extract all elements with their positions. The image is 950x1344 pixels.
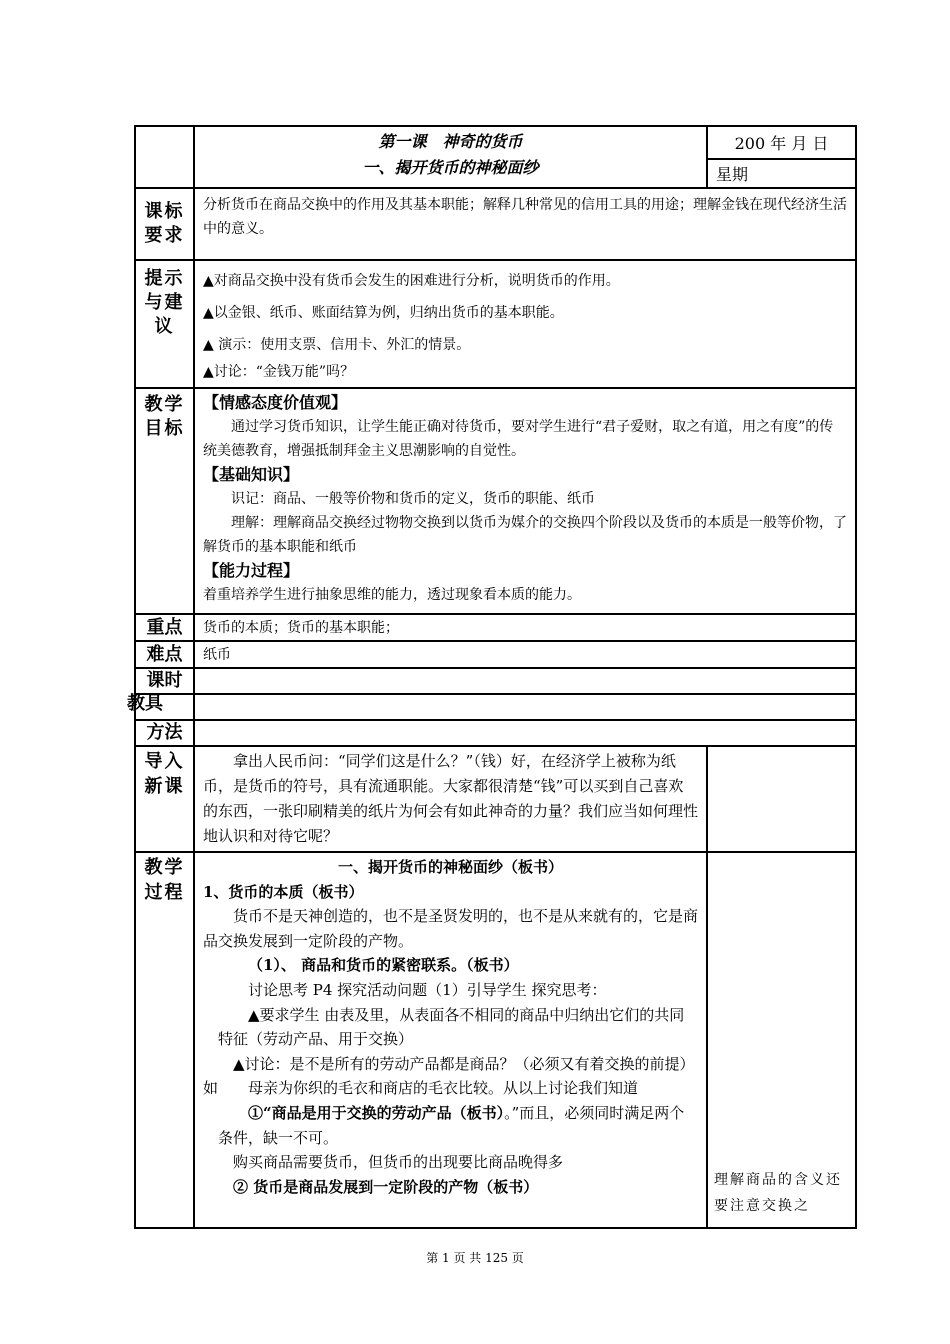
method-text (194, 720, 856, 746)
tips-label: 提示与建议 (135, 260, 194, 388)
point-rest: 。”而且，必须同时满足两个条件，缺一不可。 (218, 1103, 685, 1147)
ability-text: 着重培养学生进行抽象思维的能力，透过现象看本质的能力。 (203, 587, 581, 603)
hours-label: 课时 (135, 668, 194, 694)
process-paragraph: 购买商品需要货币，但货币的出现要比商品晚得多 (233, 1153, 564, 1172)
process-paragraph: ▲要求学生 由表及里，从表面各不相同的商品中归纳出它们的共同特征（劳动产品、用于交换） (218, 1005, 685, 1049)
knowledge-heading: 【基础知识】 (203, 465, 300, 484)
process-point: ② 货币是商品发展到一定阶段的产物（板书） (233, 1177, 539, 1196)
title-line-1: 第一课 神奇的货币 (378, 132, 523, 151)
goals-label: 教学目标 (135, 388, 194, 614)
key-points-label: 重点 (135, 614, 194, 641)
section-heading: 1、货币的本质（板书） (203, 882, 364, 901)
subsection-heading: （1）、 商品和货币的紧密联系。（板书） (248, 956, 519, 975)
standard-label: 课标要求 (135, 188, 194, 260)
tips-list (194, 260, 856, 388)
process-content (194, 852, 707, 1228)
emotion-text: 通过学习货币知识，让学生能正确对待货币，要对学生进行“君子爱财，取之有道，用之有度”的传统美德教育，增强抵制拜金主义思潮影响的自觉性。 (203, 419, 834, 459)
process-paragraph: 货币不是天神创造的，也不是圣贤发明的，也不是从来就有的，它是商品交换发展到一定阶段的产物。 (203, 907, 699, 950)
weekday-cell: 星期 (707, 159, 856, 188)
side-note: 理解商品的含义还要注意交换之 (707, 852, 856, 1228)
goals-content (194, 388, 856, 614)
lesson-title (194, 126, 707, 188)
intro-note-cell (707, 746, 856, 852)
intro-text: 拿出人民币问：“同学们这是什么？”（钱）好，在经济学上被称为纸币，是货币的符号，具有流通职能。大家都很清楚“钱”可以买到自己喜欢的东西，一张印刷精美的纸片为何会有如此神奇的力量？我们应当如何理性地认识和对待它呢？ (194, 746, 707, 852)
process-paragraph: ▲讨论：是不是所有的劳动产品都是商品？（必须又有着交换的前提）如 母亲为你织的毛衣和商店的毛衣比较。从以上讨论我们知道 (203, 1054, 695, 1098)
hours-text (194, 668, 856, 694)
tip-item: ▲ 演示：使用支票、信用卡、外汇的情景。 (203, 337, 471, 353)
point-bold: ①“商品是用于交换的劳动产品（板书） (248, 1103, 505, 1122)
difficulty-label: 难点 (135, 641, 194, 668)
title-line-2: 一、揭开货币的神秘面纱 (362, 158, 539, 177)
difficulty-text: 纸币 (194, 641, 856, 668)
key-points-text: 货币的本质；货币的基本职能； (194, 614, 856, 641)
board-title: 一、揭开货币的神秘面纱（板书） (338, 858, 564, 876)
standard-text: 分析货币在商品交换中的作用及其基本职能；解释几种常见的信用工具的用途；理解金钱在现代经济生活中的意义。 (194, 188, 856, 260)
process-point (203, 1101, 698, 1150)
knowledge-item-2: 理解：理解商品交换经过物物交换到以货币为媒介的交换四个阶段以及货币的本质是一般等价物，了解货币的基本职能和纸币 (203, 515, 847, 555)
tools-text (194, 694, 856, 720)
process-paragraph: 讨论思考 P4 探究活动问题（1）引导学生 探究思考： (248, 980, 607, 999)
tip-item: ▲讨论：“金钱万能”吗？ (203, 364, 355, 380)
knowledge-item-1: 识记：商品、一般等价物和货币的定义，货币的职能、纸币 (231, 491, 595, 507)
intro-label: 导入新课 (135, 746, 194, 852)
header-blank-cell (135, 126, 194, 188)
page-footer: 第 1 页 共 125 页 (426, 1251, 524, 1265)
lesson-plan-table (134, 125, 857, 1229)
date-cell: 200 年 月 日 (707, 126, 856, 159)
emotion-heading: 【情感态度价值观】 (203, 393, 348, 412)
process-label: 教学过程 (135, 852, 194, 1228)
ability-heading: 【能力过程】 (203, 561, 300, 580)
tip-item: ▲以金银、纸币、账面结算为例，归纳出货币的基本职能。 (203, 305, 564, 321)
tools-label: 教具 (127, 693, 163, 714)
tip-item: ▲对商品交换中没有货币会发生的困难进行分析，说明货币的作用。 (203, 273, 620, 289)
method-label: 方法 (135, 720, 194, 746)
